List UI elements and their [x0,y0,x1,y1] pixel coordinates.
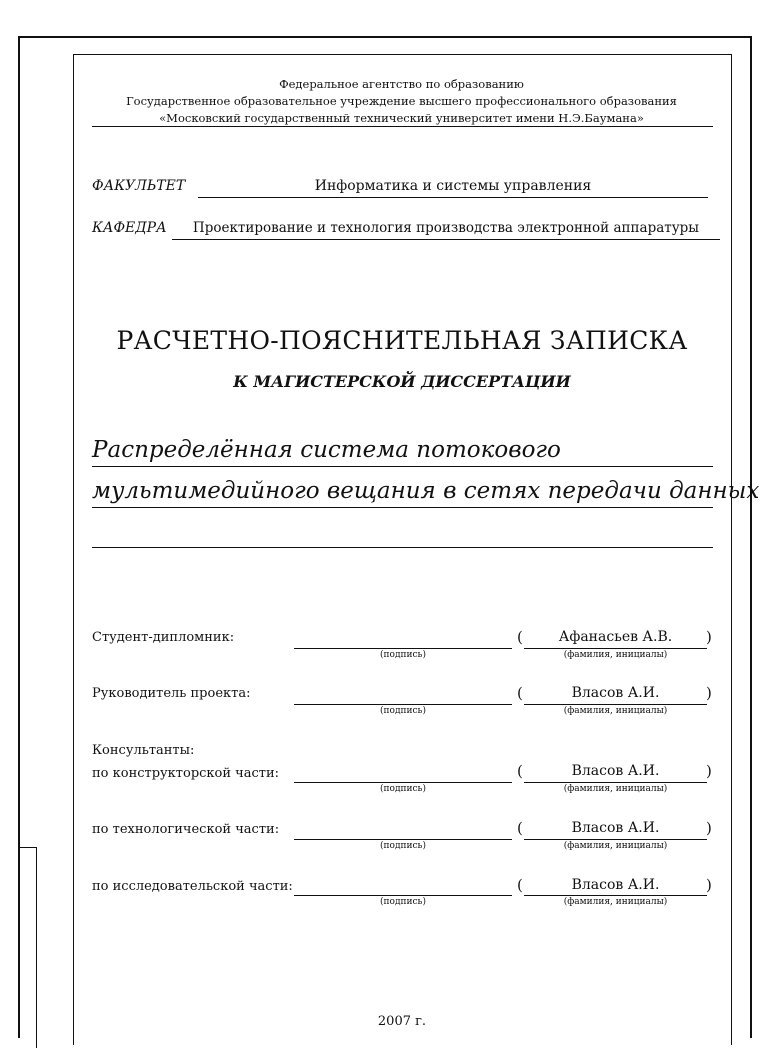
name-line [524,839,707,840]
name-caption: (фамилия, инициалы) [563,897,668,907]
name-caption: (фамилия, инициалы) [563,841,668,851]
role-label: по технологической части: [92,822,280,837]
year-label: 2007 г. [377,1014,427,1029]
name-line [524,648,707,649]
role-label: Руководитель проекта: [92,686,251,701]
open-paren: ( [517,684,523,702]
supervisor-name: Власов А.И. [571,685,660,701]
consultants-heading: Консультанты: [92,743,195,758]
close-paren: ) [706,684,712,702]
signature-line [294,782,512,783]
open-paren: ( [517,876,523,894]
binding-margin-box [18,847,37,1048]
topic-line-2: мультимедийного вещания в сетях передачи данных [92,478,760,504]
research-consultant-name: Власов А.И. [571,877,660,893]
department-rule [172,239,720,240]
signature-caption: (подпись) [380,841,426,851]
role-label: Студент-дипломник: [92,630,235,645]
close-paren: ) [706,762,712,780]
open-paren: ( [517,628,523,646]
close-paren: ) [706,819,712,837]
design-consultant-name: Власов А.И. [571,763,660,779]
name-caption: (фамилия, инициалы) [563,650,668,660]
name-caption: (фамилия, инициалы) [563,784,668,794]
faculty-label: ФАКУЛЬТЕТ [92,178,186,194]
signature-line [294,704,512,705]
header-block [90,76,713,127]
name-line [524,782,707,783]
document-title: РАСЧЕТНО-ПОЯСНИТЕЛЬНАЯ ЗАПИСКА [116,326,688,355]
topic-line-1: Распределённая система потокового [92,437,561,463]
department-label: КАФЕДРА [92,220,167,236]
role-label: по конструкторской части: [92,766,280,781]
header-agency: Федеральное агентство по образованию [279,77,524,91]
open-paren: ( [517,819,523,837]
signature-caption: (подпись) [380,784,426,794]
signature-caption: (подпись) [380,650,426,660]
technology-consultant-name: Власов А.И. [571,820,660,836]
document-subtitle: К МАГИСТЕРСКОЙ ДИССЕРТАЦИИ [233,372,571,391]
faculty-value: Информатика и системы управления [314,178,592,194]
signature-line [294,895,512,896]
header-rule [92,126,713,127]
signature-caption: (подпись) [380,706,426,716]
signature-caption: (подпись) [380,897,426,907]
signature-line [294,648,512,649]
signature-line [294,839,512,840]
role-label: по исследовательской части: [92,879,293,894]
open-paren: ( [517,762,523,780]
name-line [524,704,707,705]
topic-rule-2 [92,507,713,508]
student-name: Афанасьев А.В. [558,629,673,645]
topic-rule-1 [92,466,713,467]
department-value: Проектирование и технология производства электронной аппаратуры [192,220,700,236]
faculty-rule [198,197,708,198]
close-paren: ) [706,876,712,894]
header-university: «Московский государственный технический университет имени Н.Э.Баумана» [159,111,644,125]
header-institution: Государственное образовательное учреждение высшего профессионального образования [126,94,677,108]
close-paren: ) [706,628,712,646]
name-line [524,895,707,896]
topic-rule-3 [92,547,713,548]
name-caption: (фамилия, инициалы) [563,706,668,716]
